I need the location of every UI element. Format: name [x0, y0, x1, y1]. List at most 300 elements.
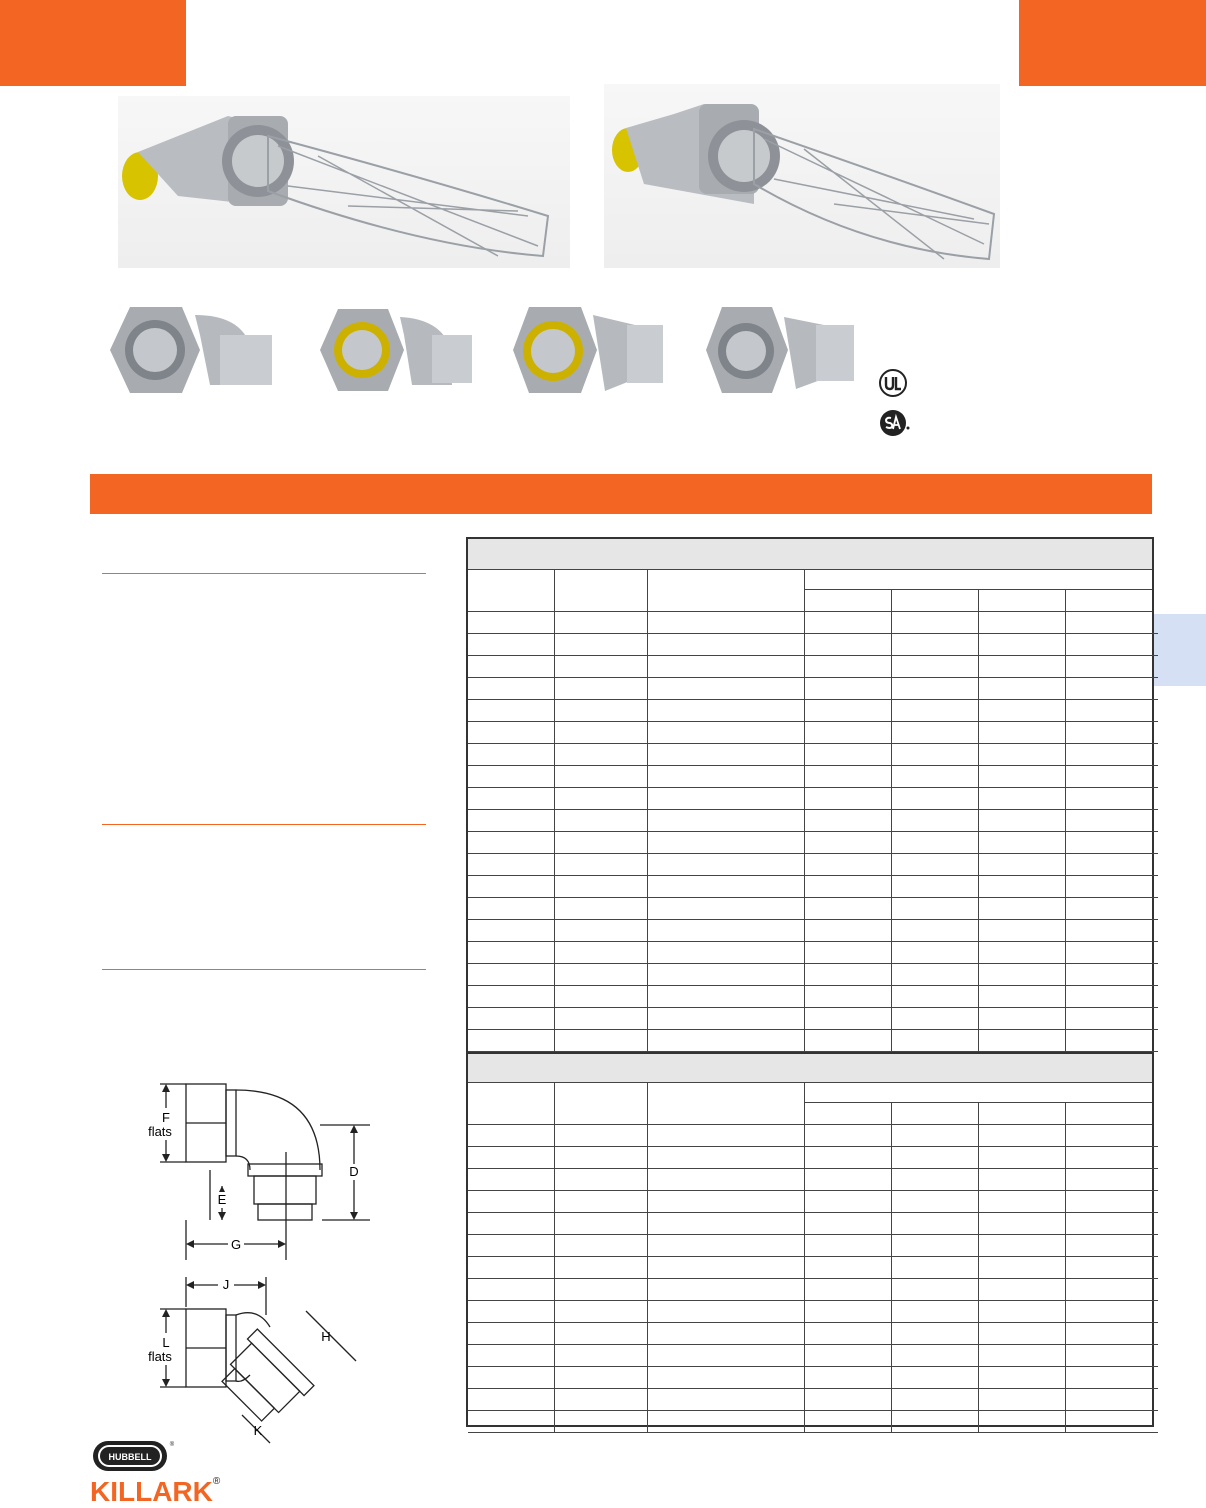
table-cell — [892, 854, 979, 876]
table-row — [468, 788, 1158, 810]
table-cell — [805, 1411, 892, 1433]
table-cell — [805, 788, 892, 810]
table-cell — [805, 1169, 892, 1191]
table-row — [468, 634, 1158, 656]
table-cell — [555, 1257, 648, 1279]
table-cell — [892, 986, 979, 1008]
table-cell — [648, 1323, 805, 1345]
table-cell — [468, 876, 555, 898]
hubbell-logo — [92, 1440, 175, 1472]
table-cell — [1066, 942, 1159, 964]
table-cell — [555, 1389, 648, 1411]
spec-table-frame — [466, 537, 1154, 1427]
killark-registered: ® — [212, 1476, 221, 1487]
table-cell — [892, 700, 979, 722]
table-cell — [468, 1257, 555, 1279]
table-cell — [892, 1389, 979, 1411]
table-cell — [979, 612, 1066, 634]
table-cell — [648, 898, 805, 920]
table-cell — [555, 986, 648, 1008]
table-cell — [1066, 788, 1159, 810]
table-row — [468, 722, 1158, 744]
table-cell — [555, 1301, 648, 1323]
table-cell — [1066, 700, 1159, 722]
table-cell — [555, 612, 648, 634]
table-cell — [979, 832, 1066, 854]
table-cell — [555, 1169, 648, 1191]
table-cell — [892, 920, 979, 942]
table-cell — [468, 942, 555, 964]
table-row — [468, 1147, 1158, 1169]
table-cell — [648, 1279, 805, 1301]
table-row — [468, 700, 1158, 722]
table-cell — [468, 1279, 555, 1301]
table-cell — [892, 1213, 979, 1235]
table-cell — [805, 612, 892, 634]
table-cell — [555, 700, 648, 722]
table-row — [468, 876, 1158, 898]
table-cell — [648, 1301, 805, 1323]
table-cell — [648, 986, 805, 1008]
table-cell — [892, 964, 979, 986]
table-cell — [1066, 1345, 1159, 1367]
table-cell — [1066, 1147, 1159, 1169]
table-cell — [979, 1301, 1066, 1323]
table-cell — [979, 1279, 1066, 1301]
table-cell — [468, 1323, 555, 1345]
section-band — [90, 474, 1152, 514]
table-cell — [805, 1345, 892, 1367]
table-cell — [468, 810, 555, 832]
table-cell — [648, 634, 805, 656]
table-cell — [648, 678, 805, 700]
table-cell — [979, 1169, 1066, 1191]
table-cell — [805, 920, 892, 942]
table-cell — [979, 854, 1066, 876]
table-cell — [892, 1301, 979, 1323]
table-cell — [555, 942, 648, 964]
table-cell — [648, 700, 805, 722]
table-cell — [979, 1323, 1066, 1345]
table-cell — [555, 810, 648, 832]
killark-logo — [90, 1476, 220, 1506]
left-divider-3 — [102, 969, 426, 970]
table-cell — [979, 1367, 1066, 1389]
table-cell — [892, 1125, 979, 1147]
table-cell — [892, 1235, 979, 1257]
table-cell — [468, 722, 555, 744]
table-cell — [1066, 1367, 1159, 1389]
table-cell — [648, 612, 805, 634]
table-cell — [979, 986, 1066, 1008]
table-row — [468, 1213, 1158, 1235]
table-cell — [1066, 1235, 1159, 1257]
table-cell — [979, 1125, 1066, 1147]
table-cell — [805, 1147, 892, 1169]
table-cell — [648, 1030, 805, 1052]
diagram-label-j: J — [222, 1277, 230, 1292]
hubbell-registered: ® — [169, 1442, 175, 1448]
table-cell — [555, 1030, 648, 1052]
table-cell — [648, 832, 805, 854]
table-cell — [468, 700, 555, 722]
table-cell — [892, 810, 979, 832]
table-cell — [1066, 898, 1159, 920]
ul-logo — [878, 368, 908, 398]
table-cell — [468, 766, 555, 788]
table-cell — [979, 788, 1066, 810]
table-cell — [1066, 920, 1159, 942]
table-cell — [555, 1411, 648, 1433]
table-cell — [555, 788, 648, 810]
table-cell — [805, 1323, 892, 1345]
diagram-label-k: K — [253, 1423, 263, 1438]
table-90-band — [468, 539, 1152, 570]
table-cell — [805, 898, 892, 920]
table-cell — [805, 1191, 892, 1213]
table-cell — [892, 612, 979, 634]
table-cell — [979, 1411, 1066, 1433]
table-cell — [892, 722, 979, 744]
table-cell — [648, 1389, 805, 1411]
table-cell — [979, 810, 1066, 832]
table-cell — [648, 1213, 805, 1235]
table-cell — [648, 788, 805, 810]
top-left-bar — [0, 0, 186, 86]
product-photo-45-insulated — [700, 295, 860, 405]
table-cell — [892, 1345, 979, 1367]
table-row — [468, 986, 1158, 1008]
table-cell — [648, 1345, 805, 1367]
top-right-bar — [1019, 0, 1206, 86]
product-photo-45-grip — [604, 84, 1000, 268]
diagram-label-f-flats: flats — [148, 1124, 172, 1139]
table-cell — [805, 854, 892, 876]
table-row — [468, 1030, 1158, 1052]
table-cell — [1066, 1169, 1159, 1191]
table-row — [468, 810, 1158, 832]
table-cell — [979, 656, 1066, 678]
table-cell — [805, 1367, 892, 1389]
table-cell — [892, 788, 979, 810]
diagram-90-elbow — [130, 1080, 380, 1260]
table-cell — [468, 986, 555, 1008]
table-cell — [1066, 986, 1159, 1008]
table-row — [468, 1345, 1158, 1367]
table-cell — [1066, 766, 1159, 788]
table-cell — [892, 678, 979, 700]
diagram-label-d: D — [349, 1164, 359, 1179]
table-cell — [979, 678, 1066, 700]
table-cell — [805, 1301, 892, 1323]
table-cell — [805, 1389, 892, 1411]
diagram-label-g: G — [230, 1237, 242, 1252]
diagram-label-l: L — [162, 1335, 170, 1350]
table-cell — [892, 1191, 979, 1213]
table-cell — [1066, 1411, 1159, 1433]
table-cell — [555, 1367, 648, 1389]
table-row — [468, 1235, 1158, 1257]
table-cell — [979, 964, 1066, 986]
table-cell — [892, 876, 979, 898]
table-cell — [979, 1213, 1066, 1235]
table-row — [468, 854, 1158, 876]
table-cell — [468, 1235, 555, 1257]
table-cell — [892, 766, 979, 788]
table-cell — [468, 656, 555, 678]
table-row — [468, 942, 1158, 964]
diagram-label-h: H — [321, 1329, 331, 1344]
table-row — [468, 744, 1158, 766]
product-photo-90-grip — [118, 96, 570, 268]
table-cell — [892, 1257, 979, 1279]
table-cell — [979, 876, 1066, 898]
table-cell — [805, 766, 892, 788]
table-cell — [555, 898, 648, 920]
table-cell — [1066, 744, 1159, 766]
table-cell — [555, 634, 648, 656]
table-cell — [555, 744, 648, 766]
table-cell — [555, 1147, 648, 1169]
table-cell — [979, 1235, 1066, 1257]
table-cell — [805, 656, 892, 678]
table-row — [468, 656, 1158, 678]
table-cell — [468, 1169, 555, 1191]
table-cell — [468, 678, 555, 700]
table-cell — [892, 656, 979, 678]
left-divider-1 — [102, 573, 426, 574]
table-cell — [555, 854, 648, 876]
table-cell — [555, 1323, 648, 1345]
table-cell — [648, 1257, 805, 1279]
table-cell — [648, 1147, 805, 1169]
table-row — [468, 766, 1158, 788]
killark-text: KILLARK — [90, 1476, 213, 1507]
table-cell — [805, 810, 892, 832]
table-cell — [805, 1235, 892, 1257]
table-cell — [555, 1279, 648, 1301]
table-cell — [1066, 1213, 1159, 1235]
table-cell — [979, 1257, 1066, 1279]
table-row — [468, 898, 1158, 920]
table-cell — [648, 1235, 805, 1257]
table-cell — [648, 766, 805, 788]
table-cell — [648, 942, 805, 964]
table-cell — [555, 656, 648, 678]
table-row — [468, 1279, 1158, 1301]
table-cell — [1066, 1279, 1159, 1301]
table-cell — [555, 1345, 648, 1367]
table-cell — [1066, 1257, 1159, 1279]
table-cell — [468, 898, 555, 920]
table-cell — [892, 744, 979, 766]
table-cell — [468, 854, 555, 876]
table-cell — [805, 876, 892, 898]
table-cell — [555, 678, 648, 700]
table-cell — [979, 766, 1066, 788]
table-cell — [805, 1213, 892, 1235]
table-cell — [1066, 678, 1159, 700]
table-cell — [1066, 964, 1159, 986]
table-row — [468, 1008, 1158, 1030]
table-cell — [555, 1191, 648, 1213]
chapter-tab — [1153, 614, 1206, 686]
table-cell — [468, 1345, 555, 1367]
table-cell — [555, 766, 648, 788]
table-cell — [805, 634, 892, 656]
table-cell — [648, 920, 805, 942]
table-cell — [892, 1030, 979, 1052]
table-cell — [892, 1367, 979, 1389]
table-cell — [555, 1213, 648, 1235]
table-cell — [979, 920, 1066, 942]
table-row — [468, 964, 1158, 986]
table-cell — [979, 1389, 1066, 1411]
table-cell — [979, 722, 1066, 744]
table-cell — [468, 1125, 555, 1147]
table-row — [468, 612, 1158, 634]
table-cell — [1066, 656, 1159, 678]
table-row — [468, 1389, 1158, 1411]
table-cell — [979, 1345, 1066, 1367]
table-cell — [648, 1367, 805, 1389]
table-cell — [555, 920, 648, 942]
table-cell — [979, 1147, 1066, 1169]
csa-logo — [878, 408, 910, 438]
table-cell — [805, 1030, 892, 1052]
table-cell — [805, 722, 892, 744]
table-cell — [648, 656, 805, 678]
table-cell — [468, 964, 555, 986]
table-cell — [468, 612, 555, 634]
table-cell — [648, 1008, 805, 1030]
table-cell — [648, 964, 805, 986]
table-cell — [468, 1367, 555, 1389]
table-cell — [892, 1169, 979, 1191]
table-90-body — [468, 612, 1158, 1052]
table-cell — [979, 942, 1066, 964]
table-cell — [805, 1257, 892, 1279]
table-row — [468, 1301, 1158, 1323]
table-cell — [1066, 1389, 1159, 1411]
table-cell — [979, 1191, 1066, 1213]
diagram-45-elbow — [130, 1275, 370, 1445]
table-row — [468, 1169, 1158, 1191]
table-cell — [1066, 1191, 1159, 1213]
table-cell — [555, 876, 648, 898]
table-cell — [805, 700, 892, 722]
table-cell — [1066, 634, 1159, 656]
table-45-body — [468, 1125, 1158, 1433]
table-row — [468, 1411, 1158, 1433]
table-cell — [468, 1191, 555, 1213]
table-cell — [1066, 854, 1159, 876]
table-cell — [892, 1411, 979, 1433]
diagram-label-e: E — [217, 1192, 227, 1207]
table-cell — [805, 832, 892, 854]
table-row — [468, 1367, 1158, 1389]
table-cell — [555, 1008, 648, 1030]
table-cell — [648, 810, 805, 832]
table-cell — [648, 1125, 805, 1147]
table-cell — [892, 898, 979, 920]
table-cell — [468, 1147, 555, 1169]
table-cell — [468, 1213, 555, 1235]
table-cell — [468, 832, 555, 854]
table-cell — [892, 634, 979, 656]
table-cell — [1066, 1301, 1159, 1323]
table-cell — [805, 964, 892, 986]
table-cell — [1066, 612, 1159, 634]
table-cell — [468, 1030, 555, 1052]
table-cell — [805, 678, 892, 700]
product-photo-90-connector — [100, 295, 280, 405]
table-cell — [468, 920, 555, 942]
table-cell — [979, 1030, 1066, 1052]
table-cell — [555, 964, 648, 986]
table-row — [468, 1257, 1158, 1279]
hubbell-text: HUBBELL — [108, 1452, 152, 1462]
table-cell — [1066, 1008, 1159, 1030]
table-cell — [892, 832, 979, 854]
table-cell — [979, 744, 1066, 766]
table-cell — [892, 942, 979, 964]
table-cell — [892, 1147, 979, 1169]
table-cell — [555, 1235, 648, 1257]
table-cell — [555, 722, 648, 744]
table-cell — [468, 634, 555, 656]
table-cell — [555, 1125, 648, 1147]
table-cell — [648, 744, 805, 766]
table-row — [468, 1323, 1158, 1345]
table-cell — [468, 744, 555, 766]
table-cell — [1066, 1323, 1159, 1345]
table-90-header — [468, 570, 1152, 612]
table-cell — [1066, 832, 1159, 854]
table-cell — [979, 700, 1066, 722]
table-cell — [1066, 722, 1159, 744]
left-divider-2 — [102, 824, 426, 825]
table-45-header — [468, 1083, 1152, 1125]
table-cell — [805, 1279, 892, 1301]
table-cell — [648, 722, 805, 744]
product-photo-45-connector — [505, 295, 670, 405]
table-cell — [555, 832, 648, 854]
diagram-label-f: F — [162, 1110, 170, 1125]
table-cell — [468, 1301, 555, 1323]
table-cell — [1066, 1125, 1159, 1147]
table-cell — [979, 1008, 1066, 1030]
table-cell — [468, 788, 555, 810]
table-cell — [892, 1008, 979, 1030]
table-cell — [805, 744, 892, 766]
table-cell — [1066, 876, 1159, 898]
table-cell — [468, 1389, 555, 1411]
table-cell — [468, 1008, 555, 1030]
table-row — [468, 678, 1158, 700]
product-photo-90-insulated — [312, 295, 480, 405]
table-cell — [648, 854, 805, 876]
table-cell — [805, 942, 892, 964]
table-row — [468, 1125, 1158, 1147]
table-row — [468, 1191, 1158, 1213]
table-cell — [468, 1411, 555, 1433]
table-cell — [805, 1008, 892, 1030]
diagram-label-l-flats: flats — [148, 1349, 172, 1364]
table-cell — [1066, 1030, 1159, 1052]
table-cell — [648, 1191, 805, 1213]
table-cell — [805, 1125, 892, 1147]
